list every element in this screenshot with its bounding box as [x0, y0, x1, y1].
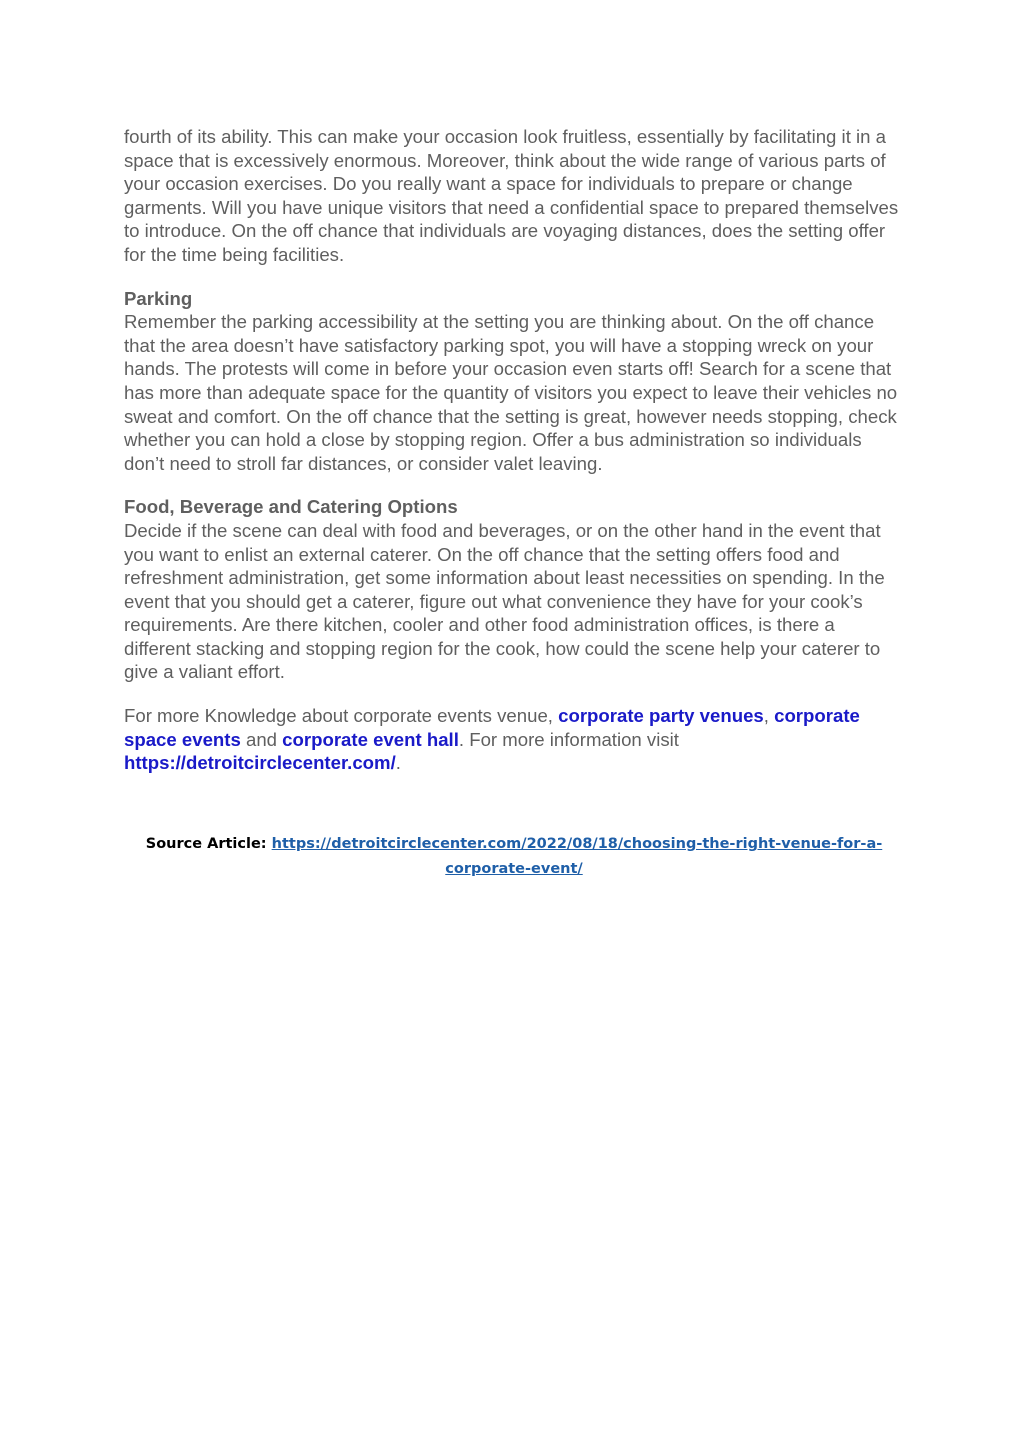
- source-article-label: Source Article:: [145, 836, 272, 852]
- food-paragraph: Decide if the scene can deal with food and beverages, or on the other hand in the event that you want to enlist an external caterer. On the off chance that the setting offers food and refreshment administration, get some information about least necessities on spending. In the event that you should get a caterer, figure out what convenience they have for your cook’s requirements. Are there kitchen, cooler and other food administration offices, is there a different stacking and stopping region for the cook, how could the scene help your caterer to give a valiant effort.: [124, 519, 885, 683]
- more-info-middle: . For more information visit: [458, 728, 679, 750]
- food-section: [124, 495, 904, 684]
- corporate-party-venues-link[interactable]: corporate party venues: [558, 705, 764, 727]
- parking-heading: Parking: [124, 287, 193, 309]
- homepage-link[interactable]: https://detroitcirclecenter.com/: [124, 752, 396, 774]
- corporate-space-events-link[interactable]: corporate space events: [124, 705, 860, 750]
- source-article: [124, 832, 904, 882]
- corporate-event-hall-link[interactable]: corporate event hall: [282, 728, 459, 750]
- more-info-separator-1: ,: [763, 705, 775, 727]
- more-info-separator-2: and: [240, 728, 283, 750]
- food-heading: Food, Beverage and Catering Options: [124, 496, 458, 518]
- article-body: [124, 125, 904, 775]
- intro-paragraph: fourth of its ability. This can make your occasion look fruitless, essentially by facilitating it in a space that is excessively enormous. Moreover, think about the wide range of various parts of your occasion exercises. Do you really want a space for individuals to prepare or change garments. Will you have unique visitors that need a confidential space to prepared themselves to introduce. On the off chance that individuals are voyaging distances, does the setting offer for the time being facilities.: [124, 126, 899, 265]
- parking-paragraph: Remember the parking accessibility at the setting you are thinking about. On the off chance that the area doesn’t have satisfactory parking spot, you will have a stopping wreck on your hands. The protests will come in before your occasion even starts off! Search for a scene that has more than adequate space for the quantity of visitors you expect to leave their vehicles no sweat and comfort. On the off chance that the setting is great, however needs stopping, check whether you can hold a close by stopping region. Offer a bus administration so individuals don’t need to stroll far distances, or consider valet leaving.: [124, 311, 898, 474]
- more-info-suffix: .: [395, 752, 401, 774]
- source-article-link[interactable]: https://detroitcirclecenter.com/2022/08/18/choosing-the-right-venue-for-a-corporate-event/: [271, 836, 883, 877]
- parking-section: [124, 287, 904, 476]
- more-info-prefix: For more Knowledge about corporate events venue,: [124, 705, 559, 727]
- more-info-paragraph: [124, 704, 904, 775]
